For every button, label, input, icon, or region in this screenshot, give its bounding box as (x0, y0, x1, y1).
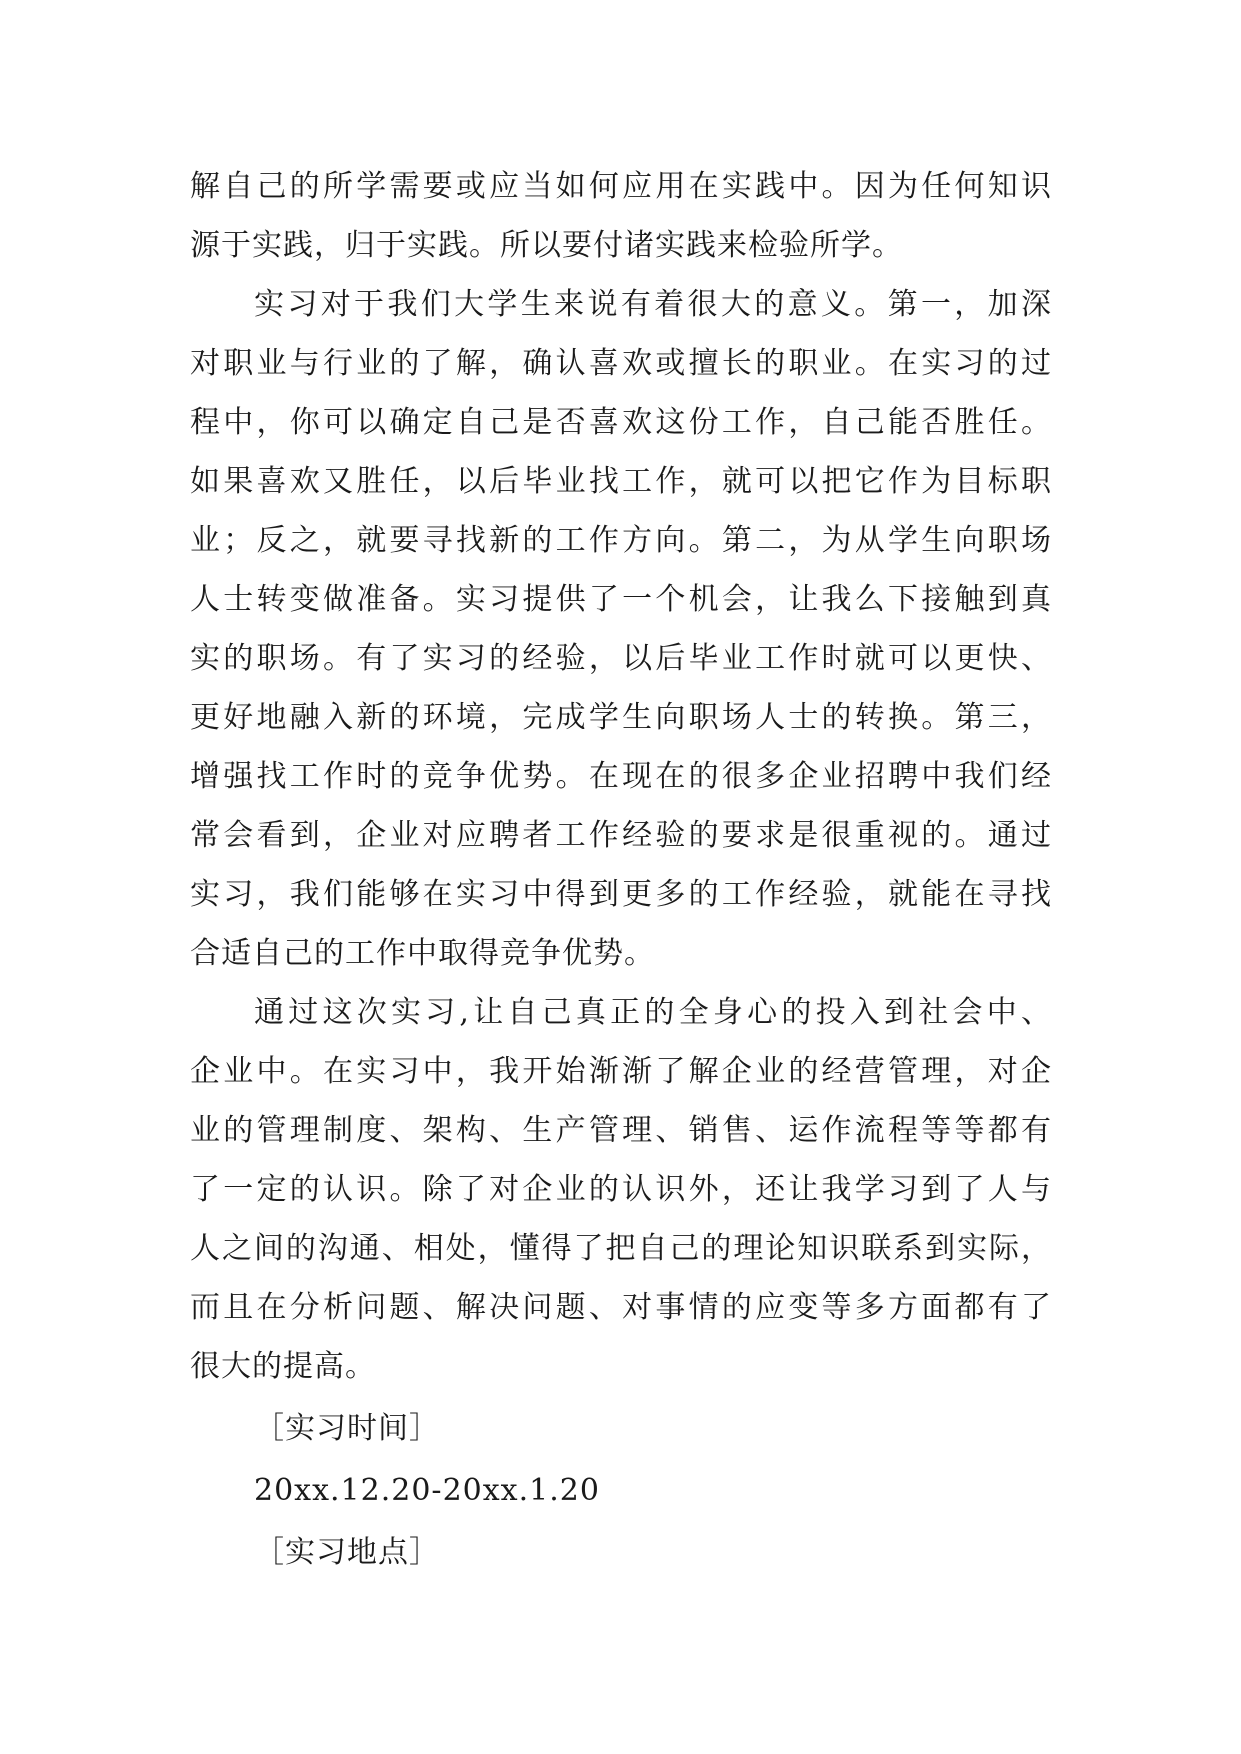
text-line: 通过这次实习,让自己真正的全身心的投入到社会中、 (254, 995, 1052, 1030)
text-line: 很大的提高。 (190, 1349, 376, 1384)
text-line: 解自己的所学需要或应当如何应用在实践中。因为任何知识 (190, 169, 1052, 204)
text-line: 业；反之，就要寻找新的工作方向。第二，为从学生向职场 (190, 523, 1052, 558)
paragraph-significance (190, 275, 1052, 983)
internship-time-value: 20xx.12.20-20xx.1.20 (254, 1473, 600, 1508)
text-line: 企业中。在实习中，我开始渐渐了解企业的经营管理，对企 (190, 1054, 1052, 1089)
text-line: 实习对于我们大学生来说有着很大的意义。第一，加深 (254, 287, 1052, 322)
text-line: 合适自己的工作中取得竞争优势。 (190, 936, 655, 971)
text-line: 人之间的沟通、相处，懂得了把自己的理论知识联系到实际， (190, 1231, 1052, 1266)
text-line: 源于实践，归于实践。所以要付诸实践来检验所学。 (190, 228, 903, 263)
text-line: 对职业与行业的了解，确认喜欢或擅长的职业。在实习的过 (190, 346, 1052, 381)
text-line: 常会看到，企业对应聘者工作经验的要求是很重视的。通过 (190, 818, 1052, 853)
paragraph-gains (190, 983, 1052, 1396)
text-line: 人士转变做准备。实习提供了一个机会，让我么下接触到真 (190, 582, 1052, 617)
internship-place-heading: ［实习地点］ (254, 1535, 440, 1570)
text-line: 而且在分析问题、解决问题、对事情的应变等多方面都有了 (190, 1290, 1052, 1325)
text-line: 如果喜欢又胜任，以后毕业找工作，就可以把它作为目标职 (190, 464, 1052, 499)
paragraph-intro-tail (190, 157, 1052, 275)
internship-time-heading: ［实习时间］ (254, 1411, 440, 1446)
text-line: 了一定的认识。除了对企业的认识外，还让我学习到了人与 (190, 1172, 1052, 1207)
text-line: 增强找工作时的竞争优势。在现在的很多企业招聘中我们经 (190, 759, 1052, 794)
text-line: 业的管理制度、架构、生产管理、销售、运作流程等等都有 (190, 1113, 1052, 1148)
text-line: 实习，我们能够在实习中得到更多的工作经验，就能在寻找 (190, 877, 1052, 912)
document-body (190, 157, 1052, 1582)
text-line: 更好地融入新的环境，完成学生向职场人士的转换。第三， (190, 700, 1052, 735)
text-line: 程中，你可以确定自己是否喜欢这份工作，自己能否胜任。 (190, 405, 1052, 440)
text-line: 实的职场。有了实习的经验，以后毕业工作时就可以更快、 (190, 641, 1052, 676)
